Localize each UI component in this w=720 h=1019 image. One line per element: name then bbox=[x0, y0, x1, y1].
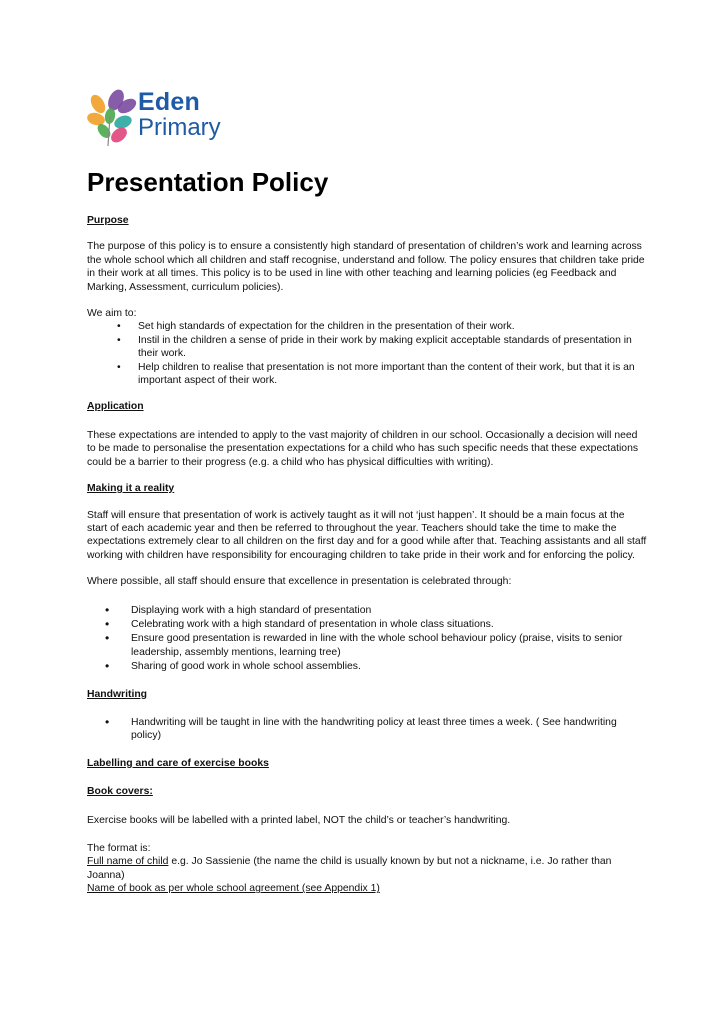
format-line-1-label: Full name of child bbox=[87, 856, 169, 868]
handwriting-heading: Handwriting bbox=[87, 688, 148, 700]
aim-intro: We aim to: bbox=[87, 308, 137, 320]
page-title: Presentation Policy bbox=[87, 167, 329, 197]
list-item: • Ensure good presentation is rewarded in line with the whole school behaviour policy (praise, visits to senior leadership, assembly mentions, learning tree) bbox=[87, 632, 647, 659]
celebration-list bbox=[87, 604, 647, 674]
format-line-1 bbox=[87, 855, 647, 882]
purpose-heading: Purpose bbox=[87, 215, 129, 226]
logo-line-1: Eden bbox=[138, 88, 200, 116]
list-item: • Set high standards of expectation for the children in the presentation of their work. bbox=[87, 320, 647, 333]
reality-body: Staff will ensure that presentation of work is actively taught as it will not ‘just happen’. It should be a main focus at the start of each academic year and then be referred to throughout the year. Teachers should take the time to make the expectations extremely clear to all children on the first day and for a good while after that. Teaching assistants and all staff working with children have responsibility for encouraging children to take pride in their work and for enforcing the policy. bbox=[87, 509, 647, 561]
list-item: • Sharing of good work in whole school assemblies. bbox=[87, 660, 647, 673]
book-covers-heading: Book covers: bbox=[87, 786, 153, 798]
list-item: • Displaying work with a high standard of presentation bbox=[87, 604, 647, 617]
leaf-logo-icon bbox=[86, 86, 138, 148]
list-item: • Help children to realise that presentation is not more important than the content of their work, but that it is an important aspect of their work. bbox=[87, 361, 647, 388]
labelling-heading: Labelling and care of exercise books bbox=[87, 757, 269, 769]
school-logo bbox=[86, 86, 236, 150]
format-line-1-text: e.g. Jo Sassienie (the name the child is usually known by but not a nickname, i.e. Jo rather than Joanna) bbox=[87, 856, 612, 881]
list-item: • Celebrating work with a high standard of presentation in whole class situations. bbox=[87, 618, 647, 631]
reality-intro: Where possible, all staff should ensure that excellence in presentation is celebrated through: bbox=[87, 576, 512, 588]
book-covers-body: Exercise books will be labelled with a printed label, NOT the child’s or teacher’s handwriting. bbox=[87, 814, 511, 826]
purpose-body: The purpose of this policy is to ensure a consistently high standard of presentation of children’s work and learning across the whole school which all children and staff recognise, understand and follow. The policy ensures that children take pride in their work at all times. This policy is to be used in line with other teaching and learning policies (eg Feedback and Marking, Assessment, curriculum policies). bbox=[87, 241, 645, 293]
application-heading: Application bbox=[87, 401, 144, 413]
aims-list bbox=[87, 320, 647, 387]
format-line-2: Name of book as per whole school agreement (see Appendix 1) bbox=[87, 883, 380, 895]
document-body bbox=[87, 164, 647, 896]
list-item: • Instil in the children a sense of pride in their work by making explicit acceptable standards of presentation in their work. bbox=[87, 334, 647, 361]
reality-heading: Making it a reality bbox=[87, 483, 175, 495]
application-body: These expectations are intended to apply to the vast majority of children in our school. Occasionally a decision will need to be made to personalise the presentation expectations for a child who has such specific needs that these expectations could be a barrier to their progress (e.g. a child who has physical difficulties with writing). bbox=[87, 429, 639, 468]
handwriting-list bbox=[87, 716, 647, 743]
format-intro: The format is: bbox=[87, 843, 151, 854]
logo-line-2: Primary bbox=[138, 114, 221, 141]
list-item: • Handwriting will be taught in line with the handwriting policy at least three times a week. ( See handwriting policy) bbox=[87, 716, 647, 743]
